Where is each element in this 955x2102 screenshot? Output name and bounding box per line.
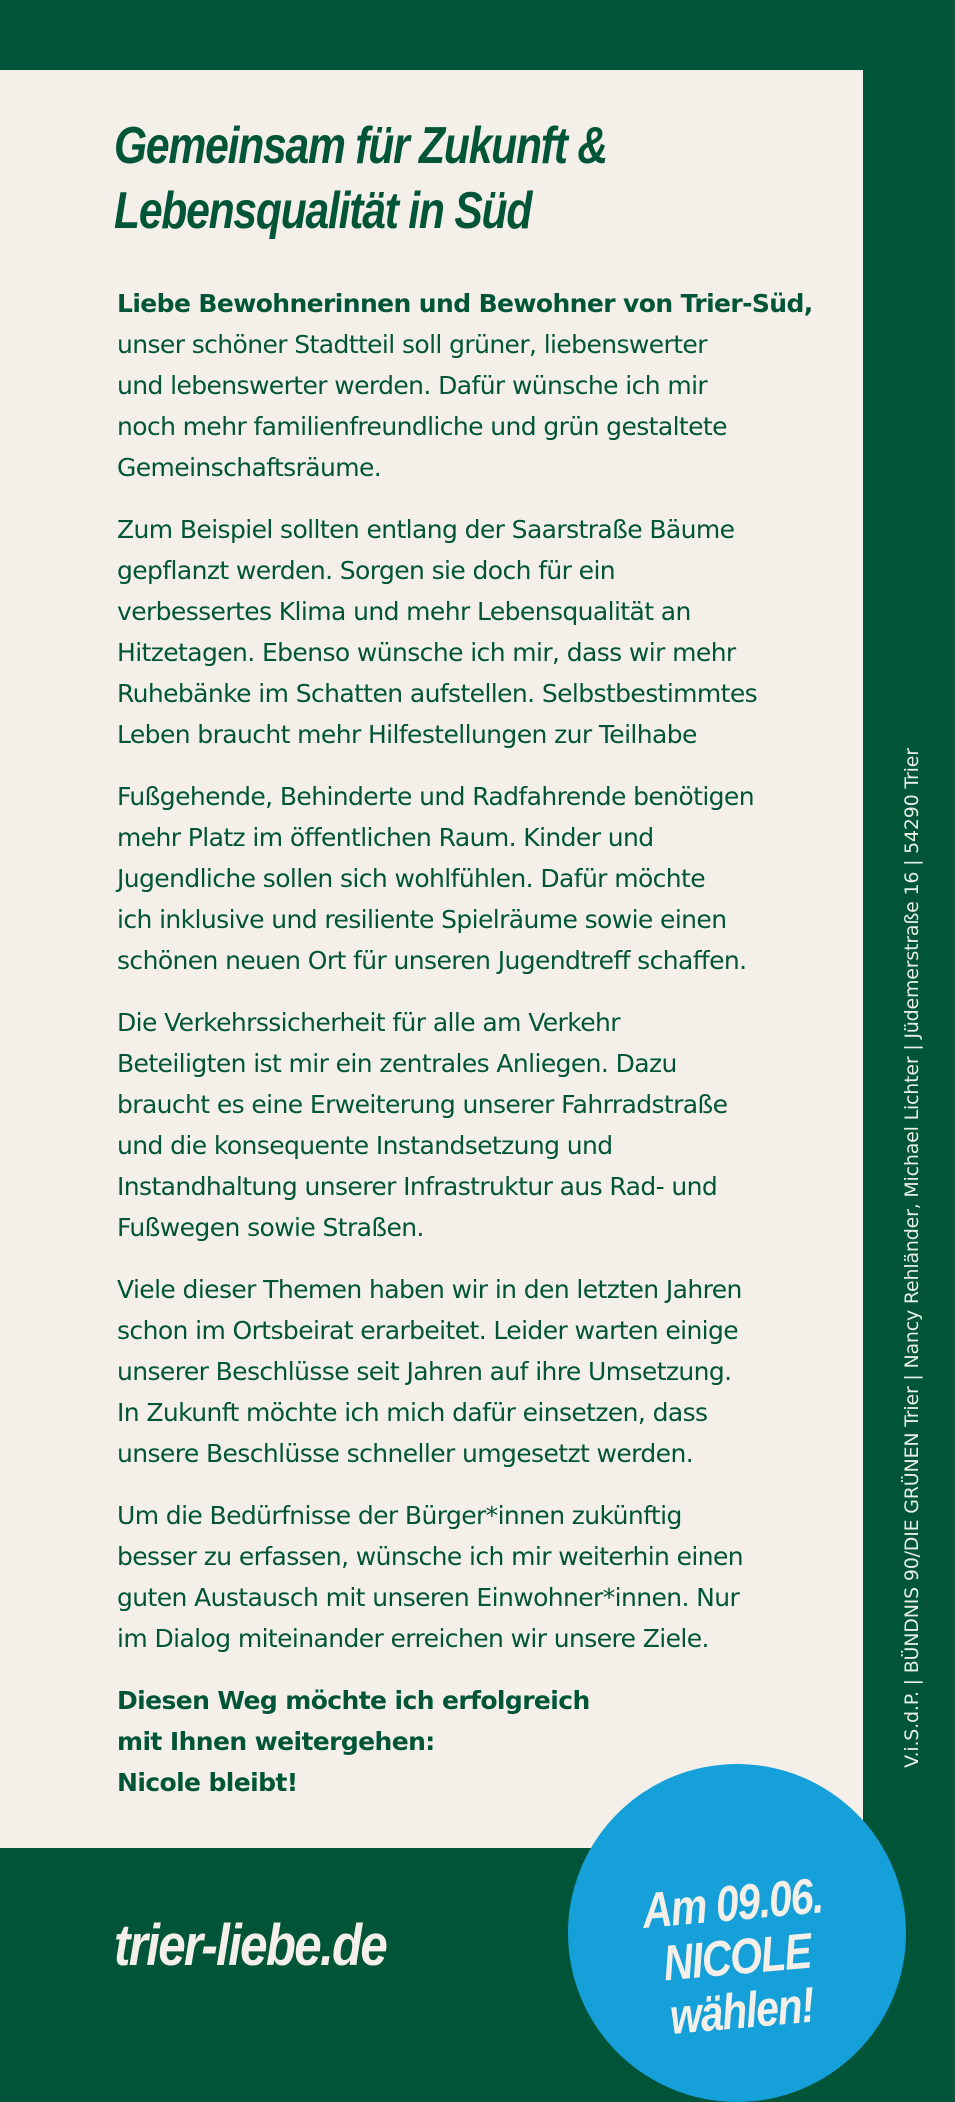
text-line: schon im Ortsbeirat erarbeitet. Leider warten einige [117,1316,739,1345]
text-line: Um die Bedürfnisse der Bürger*innen zukünftig [117,1501,682,1530]
text-line: Jugendliche sollen sich wohlfühlen. Dafür möchte [117,864,706,893]
text-line: mehr Platz im öffentlichen Raum. Kinder und [117,823,654,852]
text-line: unserer Beschlüsse seit Jahren auf ihre Umsetzung. [117,1357,732,1386]
text-line: Fußwegen sowie Straßen. [117,1213,424,1242]
badge-text [620,1866,853,2047]
text-line: gepflanzt werden. Sorgen sie doch für ein [117,556,616,585]
text-line: unser schöner Stadtteil soll grüner, liebenswerter [117,330,707,359]
badge-line-date: Am 09.06. [640,1867,825,1939]
text-line: ich inklusive und resiliente Spielräume sowie einen [117,905,727,934]
letter-paragraph-council [117,1269,837,1474]
text-line: Viele dieser Themen haben wir in den letzten Jahren [117,1275,742,1304]
text-line: In Zukunft möchte ich mich dafür einsetzen, dass [117,1398,708,1427]
letter-greeting: Liebe Bewohnerinnen und Bewohner von Trier-Süd, [117,289,813,318]
text-line: braucht es eine Erweiterung unserer Fahrradstraße [117,1090,728,1119]
text-line: besser zu erfassen, wünsche ich mir weiterhin einen [117,1542,744,1571]
letter-paragraph-traffic [117,1002,837,1248]
title-line-2: Lebensqualität in Süd [114,182,532,240]
letter-body [117,283,837,1824]
badge-line-name: NICOLE [661,1922,813,1991]
text-line: und lebenswerter werden. Dafür wünsche ich mir [117,371,708,400]
text-line: schönen neuen Ort für unseren Jugendtreff schaffen. [117,946,747,975]
text-line: Gemeinschaftsräume. [117,453,382,482]
text-line: und die konsequente Instandsetzung und [117,1131,613,1160]
website-url[interactable]: trier-liebe.de [114,1913,387,1978]
text-line: verbessertes Klima und mehr Lebensqualität an [117,597,691,626]
letter-paragraph-trees [117,509,837,755]
page-title [114,114,770,244]
text-line: Instandhaltung unserer Infrastruktur aus Rad- und [117,1172,718,1201]
text-line: guten Austausch mit unseren Einwohner*innen. Nur [117,1583,740,1612]
legal-imprint: V.i.S.d.P. | BÜNDNIS 90/DIE GRÜNEN Trier | Nancy Rehländer, Michael Lichter | Jüdemerstraße 16 | 54290 Trier [901,748,923,1768]
text-line: Leben braucht mehr Hilfestellungen zur Teilhabe [117,720,697,749]
letter-paragraph-public-space [117,776,837,981]
text-line: Beteiligten ist mir ein zentrales Anliegen. Dazu [117,1049,677,1078]
title-line-1: Gemeinsam für Zukunft & [114,117,607,175]
election-date-badge [568,1764,906,2102]
text-line: Die Verkehrssicherheit für alle am Verkehr [117,1008,620,1037]
text-line: Zum Beispiel sollten entlang der Saarstraße Bäume [117,515,735,544]
text-line: noch mehr familienfreundliche und grün gestaltete [117,412,727,441]
letter-paragraph-dialog [117,1495,837,1659]
text-line: im Dialog miteinander erreichen wir unsere Ziele. [117,1624,709,1653]
closing-line: Nicole bleibt! [117,1768,298,1797]
closing-line: Diesen Weg möchte ich erfolgreich [117,1686,590,1715]
text-line: unsere Beschlüsse schneller umgesetzt werden. [117,1439,694,1468]
closing-line: mit Ihnen weitergehen: [117,1727,435,1756]
badge-line-vote: wählen! [667,1976,816,2045]
text-line: Ruhebänke im Schatten aufstellen. Selbstbestimmtes [117,679,758,708]
letter-paragraph-intro [117,283,837,488]
text-line: Fußgehende, Behinderte und Radfahrende benötigen [117,782,754,811]
text-line: Hitzetagen. Ebenso wünsche ich mir, dass wir mehr [117,638,736,667]
